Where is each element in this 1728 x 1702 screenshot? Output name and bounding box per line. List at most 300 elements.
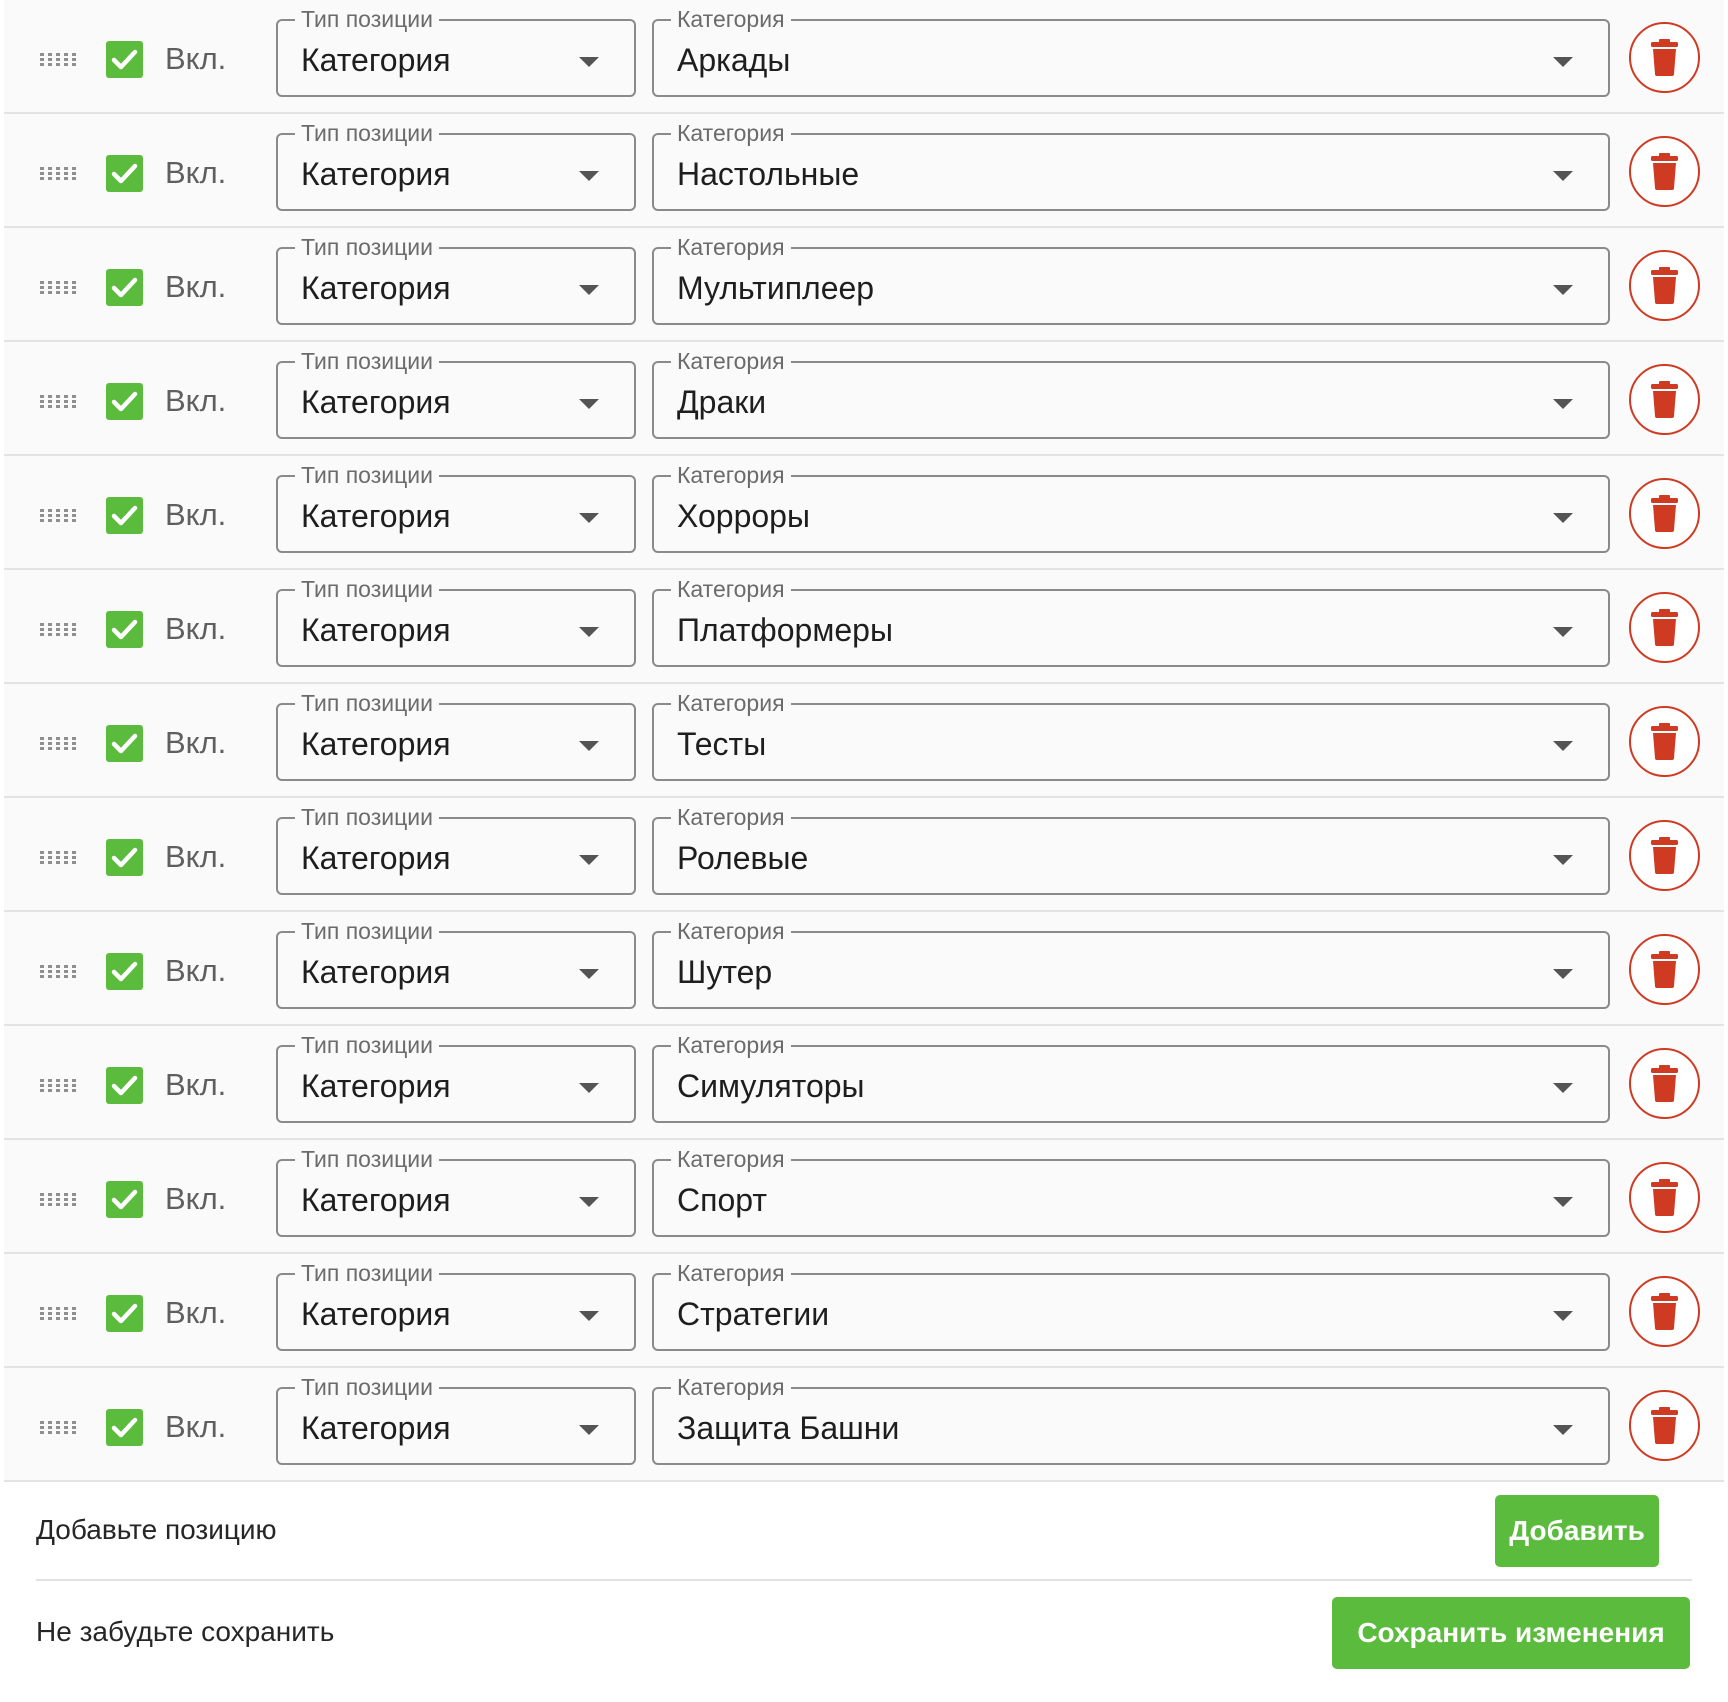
enabled-checkbox[interactable] [106, 155, 143, 192]
position-type-select[interactable] [276, 462, 636, 553]
drag-dot [64, 177, 68, 180]
caret-down-icon [579, 1197, 599, 1207]
position-type-value: Категория [301, 498, 451, 534]
position-type-select[interactable] [276, 1374, 636, 1465]
position-type-value: Категория [301, 726, 451, 762]
drag-dot [64, 970, 68, 973]
drag-dot [48, 1312, 52, 1315]
caret-down-icon [579, 57, 599, 67]
drag-dot [48, 851, 52, 854]
trash-icon [1631, 1392, 1698, 1459]
drag-dot [56, 628, 60, 631]
enabled-label: Вкл. [165, 383, 227, 418]
delete-row-button[interactable] [1629, 1162, 1700, 1233]
drag-dot [40, 291, 44, 294]
caret-down-icon [1553, 399, 1573, 409]
drag-dot [72, 1193, 76, 1196]
drag-dot [40, 965, 44, 968]
drag-handle-icon[interactable] [40, 1193, 80, 1207]
delete-row-button[interactable] [1629, 706, 1700, 777]
checkmark-icon [106, 1295, 143, 1332]
drag-dot [40, 1317, 44, 1320]
drag-dot [48, 167, 52, 170]
drag-dot [64, 633, 68, 636]
category-select[interactable] [652, 1260, 1610, 1351]
drag-dot [72, 286, 76, 289]
drag-dot [64, 628, 68, 631]
drag-dot [40, 861, 44, 864]
category-value: Драки [677, 384, 767, 420]
category-legend: Категория [671, 1372, 791, 1402]
position-type-value: Категория [301, 612, 451, 648]
drag-dot [56, 1193, 60, 1196]
position-type-legend: Тип позиции [295, 346, 439, 376]
drag-dot [40, 58, 44, 61]
drag-dot [48, 1198, 52, 1201]
caret-down-icon [1553, 285, 1573, 295]
category-value: Защита Башни [677, 1410, 900, 1446]
drag-dot [72, 509, 76, 512]
footer-divider [36, 1579, 1692, 1581]
drag-dot [48, 965, 52, 968]
drag-dot [56, 1307, 60, 1310]
enabled-label: Вкл. [165, 41, 227, 76]
drag-dot [64, 1079, 68, 1082]
delete-row-button[interactable] [1629, 592, 1700, 663]
trash-icon [1631, 366, 1698, 433]
position-type-legend: Тип позиции [295, 574, 439, 604]
position-row [4, 114, 1724, 228]
save-reminder-text: Не забудьте сохранить [36, 1616, 335, 1647]
drag-dot [72, 1089, 76, 1092]
drag-dot [56, 747, 60, 750]
enabled-checkbox[interactable] [106, 383, 143, 420]
drag-dot [40, 737, 44, 740]
drag-dot [48, 286, 52, 289]
enabled-checkbox[interactable] [106, 953, 143, 990]
caret-down-icon [1553, 57, 1573, 67]
category-legend: Категория [671, 574, 791, 604]
category-select[interactable] [652, 6, 1610, 97]
delete-row-button[interactable] [1629, 1390, 1700, 1461]
drag-dot [64, 1089, 68, 1092]
drag-dot [72, 395, 76, 398]
drag-dot [48, 633, 52, 636]
drag-handle-icon[interactable] [40, 509, 80, 523]
trash-icon [1631, 252, 1698, 319]
drag-dot [56, 1198, 60, 1201]
drag-handle-icon[interactable] [40, 395, 80, 409]
category-legend: Категория [671, 802, 791, 832]
category-value: Шутер [677, 954, 773, 990]
drag-dot [48, 1193, 52, 1196]
drag-dot [48, 1426, 52, 1429]
drag-dot [48, 281, 52, 284]
category-select[interactable] [652, 1032, 1610, 1123]
drag-dot [72, 1198, 76, 1201]
enabled-checkbox[interactable] [106, 611, 143, 648]
drag-handle-icon[interactable] [40, 965, 80, 979]
drag-handle-icon[interactable] [40, 851, 80, 865]
position-row [4, 1140, 1724, 1254]
drag-dot [48, 405, 52, 408]
drag-dot [64, 63, 68, 66]
drag-dot [64, 747, 68, 750]
checkmark-icon [106, 41, 143, 78]
drag-handle-icon[interactable] [40, 53, 80, 67]
position-type-legend: Тип позиции [295, 1144, 439, 1174]
drag-dot [64, 623, 68, 626]
drag-dot [56, 177, 60, 180]
drag-dot [56, 970, 60, 973]
trash-icon [1631, 936, 1698, 1003]
drag-dot [64, 856, 68, 859]
drag-dot [48, 395, 52, 398]
position-row [4, 1026, 1724, 1140]
drag-dot [64, 861, 68, 864]
position-type-value: Категория [301, 1068, 451, 1104]
drag-dot [56, 395, 60, 398]
delete-row-button[interactable] [1629, 820, 1700, 891]
enabled-checkbox[interactable] [106, 497, 143, 534]
category-legend: Категория [671, 346, 791, 376]
drag-dot [56, 519, 60, 522]
drag-dot [64, 58, 68, 61]
drag-dot [40, 286, 44, 289]
drag-dot [56, 975, 60, 978]
delete-row-button[interactable] [1629, 364, 1700, 435]
drag-dot [72, 281, 76, 284]
drag-dot [40, 395, 44, 398]
drag-dot [48, 400, 52, 403]
delete-row-button[interactable] [1629, 1048, 1700, 1119]
checkmark-icon [106, 1067, 143, 1104]
drag-dot [56, 286, 60, 289]
drag-dot [48, 514, 52, 517]
caret-down-icon [1553, 1083, 1573, 1093]
category-value: Симуляторы [677, 1068, 865, 1104]
drag-dot [40, 514, 44, 517]
drag-dot [48, 1317, 52, 1320]
position-type-value: Категория [301, 1410, 451, 1446]
drag-dot [64, 1203, 68, 1206]
drag-dot [40, 1079, 44, 1082]
drag-dot [64, 291, 68, 294]
caret-down-icon [579, 513, 599, 523]
delete-row-button[interactable] [1629, 1276, 1700, 1347]
checkmark-icon [106, 1409, 143, 1446]
drag-dot [64, 737, 68, 740]
enabled-label: Вкл. [165, 839, 227, 874]
category-legend: Категория [671, 916, 791, 946]
drag-dot [56, 1079, 60, 1082]
drag-dot [40, 975, 44, 978]
drag-handle-icon[interactable] [40, 1421, 80, 1435]
drag-dot [48, 1084, 52, 1087]
drag-dot [48, 737, 52, 740]
category-value: Ролевые [677, 840, 809, 876]
enabled-checkbox[interactable] [106, 1067, 143, 1104]
category-select[interactable] [652, 234, 1610, 325]
drag-dot [56, 1089, 60, 1092]
checkmark-icon [106, 1181, 143, 1218]
drag-dot [56, 400, 60, 403]
position-row [4, 456, 1724, 570]
enabled-checkbox[interactable] [106, 1409, 143, 1446]
position-type-legend: Тип позиции [295, 232, 439, 262]
drag-dot [64, 1421, 68, 1424]
drag-dot [40, 1421, 44, 1424]
drag-dot [48, 291, 52, 294]
delete-row-button[interactable] [1629, 250, 1700, 321]
position-type-legend: Тип позиции [295, 1258, 439, 1288]
drag-dot [72, 1307, 76, 1310]
drag-dot [72, 1203, 76, 1206]
position-type-select[interactable] [276, 1146, 636, 1237]
category-value: Платформеры [677, 612, 893, 648]
drag-dot [64, 395, 68, 398]
checkmark-icon [106, 155, 143, 192]
category-value: Настольные [677, 156, 860, 192]
category-select[interactable] [652, 1146, 1610, 1237]
position-type-value: Категория [301, 840, 451, 876]
drag-dot [40, 747, 44, 750]
category-select[interactable] [652, 120, 1610, 211]
caret-down-icon [1553, 969, 1573, 979]
drag-dot [56, 281, 60, 284]
checkmark-icon [106, 611, 143, 648]
category-value: Стратегии [677, 1296, 830, 1332]
trash-icon [1631, 708, 1698, 775]
drag-dot [72, 623, 76, 626]
enabled-label: Вкл. [165, 1181, 227, 1216]
caret-down-icon [579, 627, 599, 637]
drag-dot [72, 1317, 76, 1320]
drag-dot [40, 628, 44, 631]
drag-dot [56, 1426, 60, 1429]
drag-dot [72, 856, 76, 859]
drag-dot [72, 172, 76, 175]
position-row [4, 912, 1724, 1026]
drag-dot [64, 1317, 68, 1320]
drag-dot [56, 1431, 60, 1434]
drag-dot [56, 856, 60, 859]
drag-handle-icon[interactable] [40, 167, 80, 181]
delete-row-button[interactable] [1629, 22, 1700, 93]
trash-icon [1631, 822, 1698, 889]
category-value: Мультиплеер [677, 270, 875, 306]
drag-dot [48, 970, 52, 973]
drag-dot [48, 628, 52, 631]
drag-dot [64, 1307, 68, 1310]
position-type-select[interactable] [276, 120, 636, 211]
drag-dot [56, 405, 60, 408]
drag-dot [48, 975, 52, 978]
delete-row-button[interactable] [1629, 934, 1700, 1005]
position-type-select[interactable] [276, 918, 636, 1009]
drag-dot [72, 861, 76, 864]
enabled-checkbox[interactable] [106, 41, 143, 78]
drag-dot [64, 281, 68, 284]
drag-dot [72, 628, 76, 631]
enabled-checkbox[interactable] [106, 1181, 143, 1218]
drag-dot [48, 509, 52, 512]
enabled-checkbox[interactable] [106, 725, 143, 762]
drag-dot [72, 167, 76, 170]
drag-dot [56, 623, 60, 626]
enabled-label: Вкл. [165, 725, 227, 760]
position-type-select[interactable] [276, 348, 636, 439]
drag-dot [72, 851, 76, 854]
enabled-checkbox[interactable] [106, 1295, 143, 1332]
drag-handle-icon[interactable] [40, 623, 80, 637]
drag-handle-icon[interactable] [40, 737, 80, 751]
caret-down-icon [579, 1311, 599, 1321]
caret-down-icon [1553, 1425, 1573, 1435]
caret-down-icon [579, 1083, 599, 1093]
drag-dot [40, 172, 44, 175]
trash-icon [1631, 1164, 1698, 1231]
category-select[interactable] [652, 690, 1610, 781]
enabled-label: Вкл. [165, 953, 227, 988]
drag-dot [72, 747, 76, 750]
drag-dot [40, 1312, 44, 1315]
drag-dot [56, 53, 60, 56]
drag-dot [48, 519, 52, 522]
category-select[interactable] [652, 1374, 1610, 1465]
drag-dot [64, 1084, 68, 1087]
category-select[interactable] [652, 804, 1610, 895]
drag-dot [64, 509, 68, 512]
category-select[interactable] [652, 348, 1610, 439]
drag-dot [72, 177, 76, 180]
drag-dot [72, 1312, 76, 1315]
position-row [4, 798, 1724, 912]
position-type-value: Категория [301, 270, 451, 306]
drag-dot [48, 177, 52, 180]
drag-dot [64, 286, 68, 289]
category-legend: Категория [671, 688, 791, 718]
drag-dot [64, 519, 68, 522]
drag-dot [56, 742, 60, 745]
save-changes-button[interactable]: Сохранить изменения [1332, 1597, 1690, 1669]
position-type-select[interactable] [276, 576, 636, 667]
position-type-value: Категория [301, 1182, 451, 1218]
category-select[interactable] [652, 918, 1610, 1009]
position-type-legend: Тип позиции [295, 4, 439, 34]
category-legend: Категория [671, 1258, 791, 1288]
drag-dot [40, 1089, 44, 1092]
position-type-legend: Тип позиции [295, 118, 439, 148]
position-type-value: Категория [301, 384, 451, 420]
drag-dot [64, 514, 68, 517]
checkmark-icon [106, 497, 143, 534]
position-type-legend: Тип позиции [295, 460, 439, 490]
drag-dot [72, 1079, 76, 1082]
drag-dot [40, 167, 44, 170]
position-type-select[interactable] [276, 1260, 636, 1351]
position-type-select[interactable] [276, 690, 636, 781]
drag-handle-icon[interactable] [40, 1307, 80, 1321]
drag-dot [48, 1203, 52, 1206]
drag-dot [40, 519, 44, 522]
drag-dot [48, 172, 52, 175]
category-select[interactable] [652, 576, 1610, 667]
category-select[interactable] [652, 462, 1610, 553]
category-legend: Категория [671, 460, 791, 490]
drag-dot [64, 53, 68, 56]
caret-down-icon [1553, 627, 1573, 637]
category-legend: Категория [671, 1144, 791, 1174]
position-row [4, 570, 1724, 684]
trash-icon [1631, 594, 1698, 661]
caret-down-icon [1553, 513, 1573, 523]
position-row [4, 0, 1724, 114]
category-legend: Категория [671, 4, 791, 34]
drag-dot [56, 167, 60, 170]
checkmark-icon [106, 953, 143, 990]
position-row [4, 228, 1724, 342]
drag-dot [72, 1084, 76, 1087]
checkmark-icon [106, 383, 143, 420]
checkmark-icon [106, 269, 143, 306]
drag-dot [64, 405, 68, 408]
trash-icon [1631, 1050, 1698, 1117]
enabled-label: Вкл. [165, 1295, 227, 1330]
enabled-label: Вкл. [165, 269, 227, 304]
position-type-legend: Тип позиции [295, 1030, 439, 1060]
category-value: Аркады [677, 42, 791, 78]
add-button[interactable]: Добавить [1495, 1495, 1659, 1567]
position-type-select[interactable] [276, 234, 636, 325]
drag-dot [72, 1421, 76, 1424]
enabled-label: Вкл. [165, 1067, 227, 1102]
drag-handle-icon[interactable] [40, 281, 80, 295]
drag-dot [72, 1426, 76, 1429]
category-legend: Категория [671, 1030, 791, 1060]
position-type-select[interactable] [276, 6, 636, 97]
drag-dot [56, 509, 60, 512]
enabled-checkbox[interactable] [106, 839, 143, 876]
drag-dot [56, 514, 60, 517]
drag-dot [64, 1426, 68, 1429]
drag-dot [64, 1312, 68, 1315]
drag-dot [72, 633, 76, 636]
drag-dot [56, 1312, 60, 1315]
drag-dot [48, 742, 52, 745]
position-rows [4, 0, 1724, 1482]
drag-dot [48, 747, 52, 750]
caret-down-icon [579, 1425, 599, 1435]
drag-dot [56, 1317, 60, 1320]
drag-dot [56, 861, 60, 864]
drag-dot [64, 400, 68, 403]
drag-handle-icon[interactable] [40, 1079, 80, 1093]
position-type-select[interactable] [276, 1032, 636, 1123]
delete-row-button[interactable] [1629, 136, 1700, 207]
position-type-select[interactable] [276, 804, 636, 895]
position-type-legend: Тип позиции [295, 688, 439, 718]
delete-row-button[interactable] [1629, 478, 1700, 549]
caret-down-icon [579, 399, 599, 409]
drag-dot [64, 1193, 68, 1196]
drag-dot [72, 1431, 76, 1434]
add-position-hint: Добавьте позицию [36, 1514, 277, 1545]
drag-dot [64, 1198, 68, 1201]
position-row [4, 1254, 1724, 1368]
drag-dot [40, 1307, 44, 1310]
enabled-checkbox[interactable] [106, 269, 143, 306]
